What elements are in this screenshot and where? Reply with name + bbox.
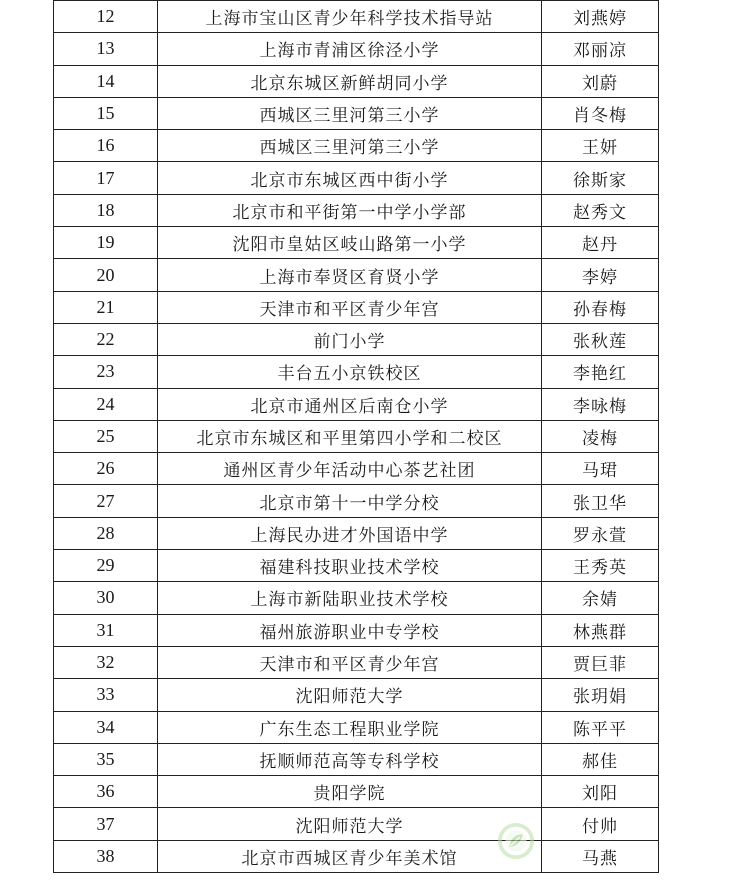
organization-name: 上海市青浦区徐泾小学 <box>158 33 542 65</box>
organization-name: 沈阳市皇姑区岐山路第一小学 <box>158 227 542 259</box>
organization-name: 沈阳师范大学 <box>158 679 542 711</box>
row-number: 34 <box>54 711 158 743</box>
person-name: 赵秀文 <box>542 194 659 226</box>
organization-name: 北京东城区新鲜胡同小学 <box>158 65 542 97</box>
organization-name: 丰台五小京铁校区 <box>158 356 542 388</box>
organization-name: 广东生态工程职业学院 <box>158 711 542 743</box>
person-name: 马燕 <box>542 840 659 872</box>
row-number: 14 <box>54 65 158 97</box>
row-number: 27 <box>54 485 158 517</box>
roster-table-container <box>53 0 657 873</box>
row-number: 20 <box>54 259 158 291</box>
person-name: 王妍 <box>542 130 659 162</box>
organization-name: 通州区青少年活动中心茶艺社团 <box>158 453 542 485</box>
leaf-watermark-icon <box>497 822 535 860</box>
row-number: 33 <box>54 679 158 711</box>
organization-name: 天津市和平区青少年宫 <box>158 646 542 678</box>
table-row <box>54 743 659 775</box>
row-number: 22 <box>54 323 158 355</box>
organization-name: 前门小学 <box>158 323 542 355</box>
roster-table <box>53 0 659 873</box>
organization-name: 北京市和平街第一中学小学部 <box>158 194 542 226</box>
person-name: 付帅 <box>542 808 659 840</box>
row-number: 15 <box>54 97 158 129</box>
organization-name: 西城区三里河第三小学 <box>158 97 542 129</box>
table-row <box>54 840 659 872</box>
person-name: 马珺 <box>542 453 659 485</box>
person-name: 张玥娟 <box>542 679 659 711</box>
person-name: 张秋莲 <box>542 323 659 355</box>
row-number: 26 <box>54 453 158 485</box>
person-name: 李婷 <box>542 259 659 291</box>
table-row <box>54 550 659 582</box>
person-name: 刘燕婷 <box>542 1 659 33</box>
person-name: 徐斯家 <box>542 162 659 194</box>
table-row <box>54 388 659 420</box>
person-name: 赵丹 <box>542 227 659 259</box>
row-number: 16 <box>54 130 158 162</box>
table-row <box>54 356 659 388</box>
organization-name: 沈阳师范大学 <box>158 808 542 840</box>
person-name: 陈平平 <box>542 711 659 743</box>
organization-name: 福州旅游职业中专学校 <box>158 614 542 646</box>
table-row <box>54 33 659 65</box>
table-row <box>54 259 659 291</box>
row-number: 13 <box>54 33 158 65</box>
roster-table-body <box>54 1 659 873</box>
organization-name: 抚顺师范高等专科学校 <box>158 743 542 775</box>
person-name: 肖冬梅 <box>542 97 659 129</box>
table-row <box>54 1 659 33</box>
row-number: 29 <box>54 550 158 582</box>
person-name: 王秀英 <box>542 550 659 582</box>
organization-name: 北京市东城区西中街小学 <box>158 162 542 194</box>
table-row <box>54 776 659 808</box>
row-number: 37 <box>54 808 158 840</box>
person-name: 罗永萱 <box>542 517 659 549</box>
person-name: 贾巨菲 <box>542 646 659 678</box>
row-number: 12 <box>54 1 158 33</box>
table-row <box>54 711 659 743</box>
table-row <box>54 65 659 97</box>
table-row <box>54 453 659 485</box>
table-row <box>54 517 659 549</box>
row-number: 32 <box>54 646 158 678</box>
row-number: 30 <box>54 582 158 614</box>
organization-name: 北京市第十一中学分校 <box>158 485 542 517</box>
person-name: 孙春梅 <box>542 291 659 323</box>
table-row <box>54 323 659 355</box>
organization-name: 北京市通州区后南仓小学 <box>158 388 542 420</box>
person-name: 刘蔚 <box>542 65 659 97</box>
row-number: 24 <box>54 388 158 420</box>
table-row <box>54 291 659 323</box>
row-number: 38 <box>54 840 158 872</box>
table-row <box>54 646 659 678</box>
person-name: 刘阳 <box>542 776 659 808</box>
person-name: 余婧 <box>542 582 659 614</box>
table-row <box>54 582 659 614</box>
person-name: 林燕群 <box>542 614 659 646</box>
organization-name: 贵阳学院 <box>158 776 542 808</box>
person-name: 郝佳 <box>542 743 659 775</box>
person-name: 凌梅 <box>542 420 659 452</box>
row-number: 28 <box>54 517 158 549</box>
row-number: 36 <box>54 776 158 808</box>
organization-name: 北京市东城区和平里第四小学和二校区 <box>158 420 542 452</box>
table-row <box>54 227 659 259</box>
organization-name: 上海民办进才外国语中学 <box>158 517 542 549</box>
row-number: 31 <box>54 614 158 646</box>
row-number: 21 <box>54 291 158 323</box>
table-row <box>54 485 659 517</box>
table-row <box>54 679 659 711</box>
row-number: 23 <box>54 356 158 388</box>
organization-name: 西城区三里河第三小学 <box>158 130 542 162</box>
person-name: 邓丽凉 <box>542 33 659 65</box>
organization-name: 福建科技职业技术学校 <box>158 550 542 582</box>
row-number: 18 <box>54 194 158 226</box>
organization-name: 北京市西城区青少年美术馆 <box>158 840 542 872</box>
table-row <box>54 130 659 162</box>
table-row <box>54 162 659 194</box>
table-row <box>54 614 659 646</box>
table-row <box>54 808 659 840</box>
organization-name: 上海市宝山区青少年科学技术指导站 <box>158 1 542 33</box>
organization-name: 上海市奉贤区育贤小学 <box>158 259 542 291</box>
row-number: 25 <box>54 420 158 452</box>
organization-name: 上海市新陆职业技术学校 <box>158 582 542 614</box>
person-name: 李咏梅 <box>542 388 659 420</box>
person-name: 李艳红 <box>542 356 659 388</box>
person-name: 张卫华 <box>542 485 659 517</box>
table-row <box>54 194 659 226</box>
row-number: 17 <box>54 162 158 194</box>
table-row <box>54 97 659 129</box>
row-number: 19 <box>54 227 158 259</box>
row-number: 35 <box>54 743 158 775</box>
table-row <box>54 420 659 452</box>
organization-name: 天津市和平区青少年宫 <box>158 291 542 323</box>
